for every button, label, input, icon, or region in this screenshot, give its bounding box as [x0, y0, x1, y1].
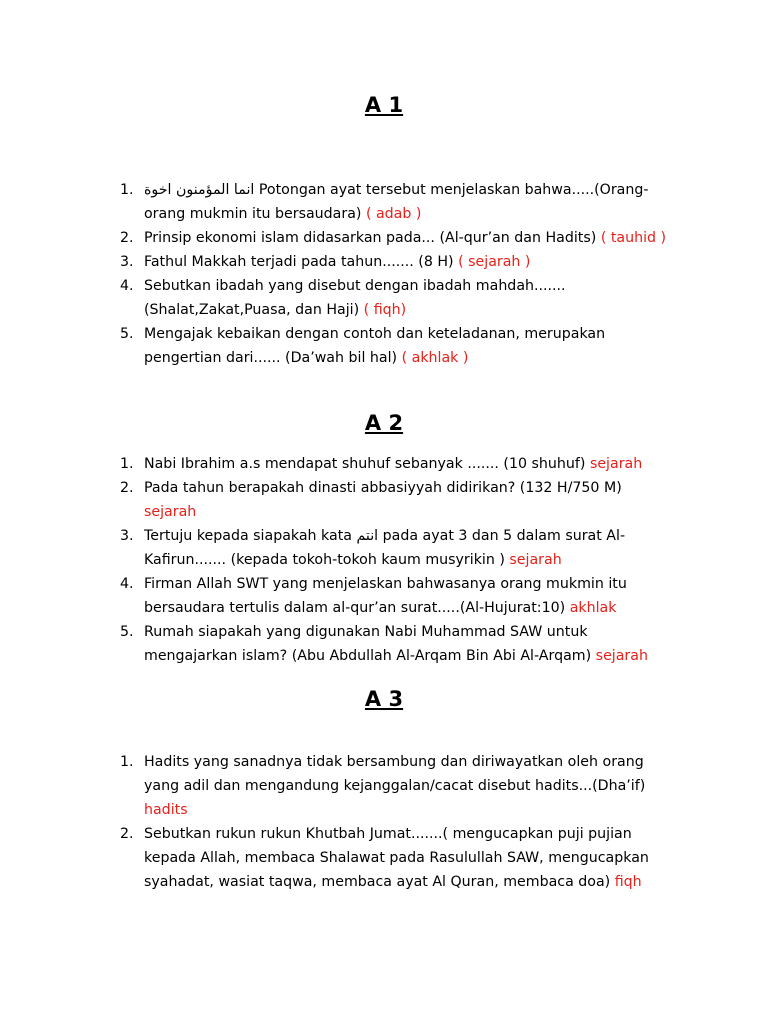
category-tag: ( tauhid ) — [600, 230, 667, 246]
question-item — [0, 476, 768, 524]
question-number: 2. — [120, 230, 134, 246]
question-item — [0, 274, 768, 322]
question-text: Nabi Ibrahim a.s mendapat shuhuf sebanyak ....... (10 shuhuf) — [144, 456, 590, 472]
section-title-a3: A 3 — [364, 687, 404, 711]
question-number: 1. — [120, 754, 134, 770]
arabic-text: انتم — [356, 528, 379, 544]
question-text: Sebutkan ibadah yang disebut dengan ibadah mahdah....... (Shalat,Zakat,Puasa, dan Haji) — [144, 278, 566, 318]
question-list-a1 — [0, 178, 768, 370]
question-item — [0, 322, 768, 370]
question-item — [0, 620, 768, 668]
question-number: 4. — [120, 278, 134, 294]
question-item — [0, 524, 768, 572]
category-tag: sejarah — [509, 552, 562, 568]
question-item — [0, 452, 768, 476]
category-tag: hadits — [144, 802, 188, 818]
question-text: Pada tahun berapakah dinasti abbasiyyah didirikan? (132 H/750 M) — [144, 480, 622, 496]
question-item — [0, 822, 768, 894]
category-tag: sejarah — [589, 456, 643, 472]
section-title-a1: A 1 — [364, 93, 404, 117]
category-tag: ( akhlak ) — [401, 350, 469, 366]
question-text: Prinsip ekonomi islam didasarkan pada... (Al-qur’an dan Hadits) — [144, 230, 601, 246]
question-item — [0, 250, 768, 274]
question-text: Fathul Makkah terjadi pada tahun....... (8 H) — [144, 254, 459, 270]
question-number: 2. — [120, 480, 134, 496]
category-tag: akhlak — [569, 600, 617, 616]
question-text: Potongan ayat tersebut menjelaskan bahwa.....(Orang-orang mukmin itu bersaudara) — [144, 182, 649, 222]
question-item — [0, 226, 768, 250]
question-text: Firman Allah SWT yang menjelaskan bahwasanya orang mukmin itu bersaudara tertulis dalam al-qur’an surat.....(Al-Hujurat:10) — [144, 576, 627, 616]
question-text: Tertuju kepada siapakah kata — [144, 528, 357, 544]
category-tag: ( adab ) — [365, 206, 422, 222]
question-number: 4. — [120, 576, 134, 592]
question-item — [0, 178, 768, 226]
category-tag: sejarah — [144, 504, 197, 520]
question-item — [0, 572, 768, 620]
arabic-text: انما المؤمنون اخوة — [144, 182, 255, 198]
question-list-a2 — [0, 452, 768, 668]
question-text: Hadits yang sanadnya tidak bersambung dan diriwayatkan oleh orang yang adil dan mengandung kejanggalan/cacat disebut hadits...(Dha’if) — [144, 754, 646, 794]
category-tag: ( sejarah ) — [458, 254, 531, 270]
question-number: 5. — [120, 326, 134, 342]
category-tag: ( fiqh) — [363, 302, 407, 318]
question-text: Mengajak kebaikan dengan contoh dan keteladanan, merupakan pengertian dari...... (Da’wah bil hal) — [144, 326, 606, 366]
question-number: 3. — [120, 254, 134, 270]
question-text-continued: pada ayat 3 dan 5 dalam surat Al-Kafirun....... (kepada tokoh-tokoh kaum musyrikin ) — [144, 528, 626, 568]
question-item — [0, 750, 768, 822]
category-tag: sejarah — [595, 648, 648, 664]
question-list-a3 — [0, 750, 768, 894]
question-number: 2. — [120, 826, 134, 842]
category-tag: fiqh — [614, 874, 642, 890]
question-number: 5. — [120, 624, 134, 640]
section-title-a2: A 2 — [364, 411, 404, 435]
question-number: 1. — [120, 182, 134, 198]
question-text: Sebutkan rukun rukun Khutbah Jumat.......( mengucapkan puji pujian kepada Allah, membaca Shalawat pada Rasulullah SAW, mengucapkan syahadat, wasiat taqwa, membaca ayat Al Quran, membaca doa) — [144, 826, 649, 890]
question-number: 1. — [120, 456, 134, 472]
question-text: Rumah siapakah yang digunakan Nabi Muhammad SAW untuk mengajarkan islam? (Abu Abdullah Al-Arqam Bin Abi Al-Arqam) — [144, 624, 596, 664]
question-number: 3. — [120, 528, 134, 544]
